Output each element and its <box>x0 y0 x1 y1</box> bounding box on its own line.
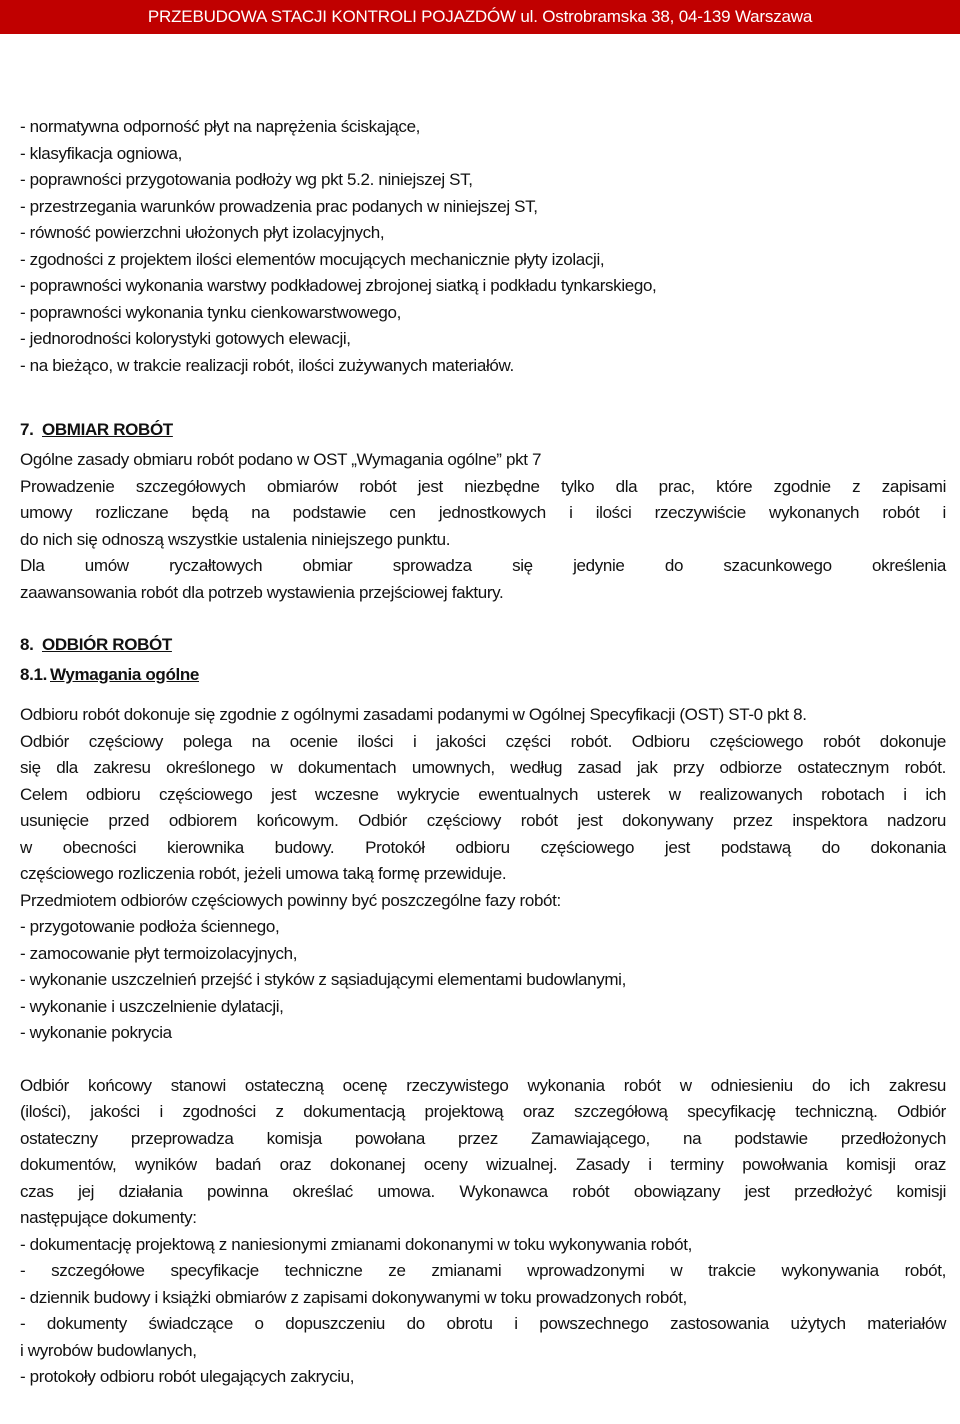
list-item: - wykonanie pokrycia <box>20 1023 172 1042</box>
documents-list <box>20 1232 946 1391</box>
list-item: - równość powierzchni ułożonych płyt izolacyjnych, <box>20 223 385 242</box>
paragraph-line: do nich się odnoszą wszystkie ustalenia niniejszego punktu. <box>20 529 451 549</box>
list-item: - dokumentację projektową z naniesionymi zmianami dokonanymi w toku wykonywania robót, <box>20 1234 692 1254</box>
section-8-number: 8. <box>20 635 34 654</box>
section-7-heading <box>20 417 946 447</box>
list-item: - jednorodności kolorystyki gotowych elewacji, <box>20 329 351 348</box>
header-title: PRZEBUDOWA STACJI KONTROLI POJAZDÓW ul. Ostrobramska 38, 04-139 Warszawa <box>147 7 813 26</box>
list-item: - przestrzegania warunków prowadzenia prac podanych w niniejszej ST, <box>20 196 538 216</box>
paragraph-line: usunięcie przed odbiorem końcowym. Odbiór częściowy robót jest dokonywany przez inspektora nadzoru <box>20 811 946 830</box>
paragraph-line: Prowadzenie szczegółowych obmiarów robót jest niezbędne tylko dla prac, które zgodnie z zapisami <box>20 476 946 496</box>
section-8-heading <box>20 632 946 662</box>
paragraph-line: Przedmiotem odbiorów częściowych powinny być poszczególne fazy robót: <box>20 890 561 910</box>
list-item: - zgodności z projektem ilości elementów mocujących mechanicznie płyty izolacji, <box>20 249 605 269</box>
phase-list <box>20 914 946 1047</box>
section-8-1-title: Wymagania ogólne <box>50 665 200 684</box>
list-item: - poprawności wykonania warstwy podkładowej zbrojonej siatką i podkładu tynkarskiego, <box>20 276 657 295</box>
list-item: - klasyfikacja ogniowa, <box>20 143 183 163</box>
paragraph-line: częściowego rozliczenia robót, jeżeli umowa taką formę przewiduje. <box>20 864 507 883</box>
section-7-number: 7. <box>20 420 34 439</box>
paragraph-line: Celem odbioru częściowego jest wczesne wykrycie ewentualnych usterek w realizowanych robotach i ich <box>20 784 946 804</box>
list-item: - przygotowanie podłoża ściennego, <box>20 917 280 936</box>
section-8-title: ODBIÓR ROBÓT <box>42 635 172 654</box>
paragraph-line: ostateczny przeprowadza komisja powołana przez Zamawiającego, na podstawie przedłożonych <box>20 1128 946 1148</box>
paragraph-line: dokumentów, wyników badań oraz dokonanej oceny wizualnej. Zasady i terminy powołwania komisji oraz <box>20 1155 946 1174</box>
paragraph-line: (ilości), jakości i zgodności z dokumentacją projektową oraz szczegółową specyfikację techniczną. Odbiór <box>20 1102 946 1121</box>
document-header <box>0 0 960 34</box>
list-item: - wykonanie i uszczelnienie dylatacji, <box>20 996 284 1016</box>
document-body <box>20 114 946 1391</box>
list-item: - na bieżąco, w trakcie realizacji robót, ilości zużywanych materiałów. <box>20 355 514 375</box>
paragraph-line: umowy rozliczane będą na podstawie cen jednostkowych i ilości rzeczywiście wykonanych robót i <box>20 503 946 522</box>
list-item: - dokumenty świadczące o dopuszczeniu do obrotu i powszechnego zastosowania użytych materiałów <box>20 1314 946 1333</box>
section-8-1-heading <box>20 662 946 692</box>
paragraph-line: Ogólne zasady obmiaru robót podano w OST „Wymagania ogólne” pkt 7 <box>20 450 542 469</box>
list-item: - szczegółowe specyfikacje techniczne ze zmianami wprowadzonymi w trakcie wykonywania robót, <box>20 1261 946 1280</box>
list-item: i wyrobów budowlanych, <box>20 1340 197 1360</box>
paragraph-line: następujące dokumenty: <box>20 1208 197 1227</box>
inspection-list <box>20 114 946 379</box>
list-item: - wykonanie uszczelnień przejść i styków z sąsiadującymi elementami budowlanymi, <box>20 970 626 989</box>
paragraph-line: czas jej działania powinna określać umowa. Wykonawca robót obowiązany jest przedłożyć komisji <box>20 1181 946 1201</box>
section-7-title: OBMIAR ROBÓT <box>42 420 173 439</box>
paragraph-line: Odbiór końcowy stanowi ostateczną ocenę rzeczywistego wykonania robót w odniesieniu do ich zakresu <box>20 1075 946 1095</box>
paragraph-line: w obecności kierownika budowy. Protokół odbioru częściowego jest podstawą do dokonania <box>20 837 946 857</box>
list-item: - normatywna odporność płyt na naprężenia ściskające, <box>20 117 421 136</box>
list-item: - protokoły odbioru robót ulegających zakryciu, <box>20 1367 355 1386</box>
list-item: - zamocowanie płyt termoizolacyjnych, <box>20 943 298 963</box>
list-item: - dziennik budowy i książki obmiarów z zapisami dokonywanymi w toku prowadzonych robót, <box>20 1287 687 1307</box>
paragraph-line: zaawansowania robót dla potrzeb wystawienia przejściowej faktury. <box>20 582 504 602</box>
section-8-1-number: 8.1. <box>20 665 47 684</box>
list-item: - poprawności przygotowania podłoży wg pkt 5.2. niniejszej ST, <box>20 170 473 189</box>
paragraph-line: Dla umów ryczałtowych obmiar sprowadza się jedynie do szacunkowego określenia <box>20 556 946 575</box>
list-item: - poprawności wykonania tynku cienkowarstwowego, <box>20 302 402 322</box>
paragraph-line: Odbioru robót dokonuje się zgodnie z ogólnymi zasadami podanymi w Ogólnej Specyfikacji (OST) ST-0 pkt 8. <box>20 705 807 724</box>
paragraph-line: się dla zakresu określonego w dokumentach umownych, według zasad jak przy odbiorze ostatecznym robót. <box>20 758 946 777</box>
paragraph-line: Odbiór częściowy polega na ocenie ilości i jakości części robót. Odbioru częściowego robót dokonuje <box>20 731 946 751</box>
